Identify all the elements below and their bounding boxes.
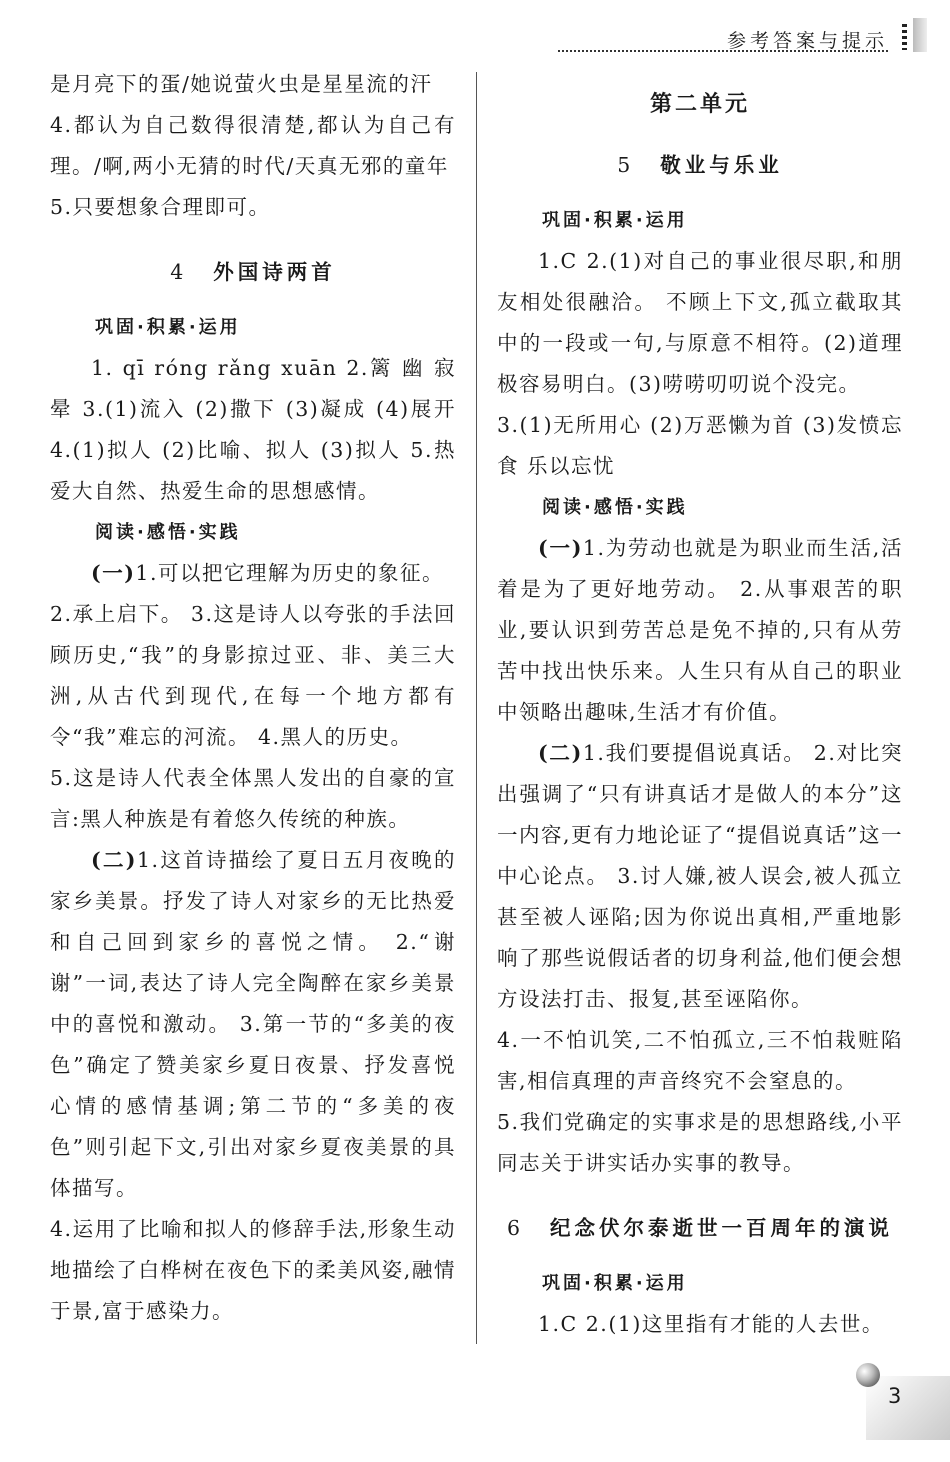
answer-paragraph: 5.我们党确定的实事求是的思想路线,小平同志关于讲实话办实事的教导。 — [497, 1110, 903, 1175]
section-heading: 巩固·积累·运用 — [542, 1273, 688, 1294]
answer-text: 1.这首诗描绘了夏日五月夜晚的家乡美景。抒发了诗人对家乡的无比热爱和自己回到家乡的喜悦之情。 2.“谢谢”一词,表达了诗人完全陶醉在家乡美景中的喜悦和激动。 3.第一节的“多美的夜色”确定了赞美家乡夏日夜景、抒发喜悦心情的感情基调;第二节的“多美的夜色”则引起下文,引出对家乡夏夜美景的具体描写。 — [50, 848, 457, 1200]
header-tab — [913, 18, 927, 52]
lesson-title: 纪念伏尔泰逝世一百周年的演说 — [550, 1216, 894, 1240]
page-number: 3 — [888, 1384, 902, 1408]
section-heading: 阅读·感悟·实践 — [542, 497, 688, 518]
page-curl-decoration — [866, 1376, 950, 1440]
section-heading: 巩固·积累·运用 — [95, 317, 241, 338]
answer-paragraph: 1.C 2.(1)这里指有才能的人去世。 — [538, 1312, 884, 1336]
part-mark: (二) — [538, 741, 583, 765]
answer-paragraph — [497, 528, 903, 733]
lesson-heading-6 — [497, 1208, 903, 1249]
left-column — [50, 64, 456, 1332]
answer-paragraph: 4.运用了比喻和拟人的修辞手法,形象生动地描绘了白桦树在夜色下的柔美风姿,融情于景,富于感染力。 — [50, 1217, 456, 1323]
header-dots — [902, 24, 907, 50]
answer-line: 是月亮下的蛋/她说萤火虫是星星流的汗 — [50, 72, 433, 96]
lesson-number: 4 — [170, 260, 188, 284]
answer-paragraph: 3.(1)无所用心 (2)万恶懒为首 (3)发愤忘食 乐以忘忧 — [497, 413, 903, 478]
answer-line: 5.只要想象合理即可。 — [50, 195, 271, 219]
header-rule — [558, 50, 888, 52]
answer-text: 1.可以把它理解为历史的象征。 — [135, 561, 444, 585]
lesson-title: 敬业与乐业 — [660, 153, 783, 177]
part-mark: (一) — [91, 561, 136, 585]
part-mark: (二) — [91, 848, 138, 872]
answer-text: 1.为劳动也就是为职业而生活,活着是为了更好地劳动。 2.从事艰苦的职业,要认识到劳苦总是免不掉的,只有从劳苦中找出快乐来。人生只有从自己的职业中领略出趣味,生活才有价值。 — [497, 536, 903, 724]
lesson-heading-5 — [497, 145, 903, 186]
answer-paragraph — [497, 733, 903, 1020]
column-divider — [476, 72, 477, 1344]
answer-text: 1.我们要提倡说真话。 2.对比突出强调了“只有讲真话才是做人的本分”这一内容,更有力地论证了“提倡说真话”这一中心论点。 3.讨人嫌,被人误会,被人孤立甚至被人诬陷;因为你说出真相,严重地影响了那些说假话者的切身利益,他们便会想方设法打击、报复,甚至诬陷你。 — [497, 741, 903, 1011]
section-heading: 阅读·感悟·实践 — [95, 522, 241, 543]
lesson-heading-4 — [50, 252, 456, 293]
answer-paragraph: 1. qī róng rǎng xuān 2.篱 幽 寂 晕 3.(1)流入 (2)撒下 (3)凝成 (4)展开 4.(1)拟人 (2)比喻、拟人 (3)拟人 5.热爱大自然、热爱生命的思想感情。 — [50, 356, 456, 503]
lesson-title: 外国诗两首 — [213, 260, 336, 284]
lesson-number: 5 — [617, 153, 635, 177]
answer-paragraph: 1.C 2.(1)对自己的事业很尽职,和朋友相处很融洽。 不顾上下文,孤立截取其中的一段或一句,与原意不相符。(2)道理极容易明白。(3)唠唠叨叨说个没完。 — [497, 249, 903, 396]
page-header-title: 参考答案与提示 — [726, 30, 888, 52]
part-mark: (一) — [538, 536, 583, 560]
lesson-number: 6 — [506, 1216, 525, 1240]
page-ball-decoration — [856, 1363, 880, 1387]
answer-paragraph — [50, 553, 456, 594]
answer-paragraph: 2.承上启下。 3.这是诗人以夸张的手法回顾历史,“我”的身影掠过亚、非、美三大洲,从古代到现代,在每一个地方都有令“我”难忘的河流。 4.黑人的历史。 — [50, 602, 456, 749]
answer-paragraph: 5.这是诗人代表全体黑人发出的自豪的宣言:黑人种族是有着悠久传统的种族。 — [50, 766, 456, 831]
unit-heading: 第二单元 — [649, 92, 750, 117]
right-column — [497, 64, 903, 1345]
answer-paragraph: 4.一不怕讥笑,二不怕孤立,三不怕栽赃陷害,相信真理的声音终究不会窒息的。 — [497, 1028, 903, 1093]
section-heading: 巩固·积累·运用 — [542, 210, 688, 231]
answer-paragraph — [50, 840, 456, 1209]
answer-line: 4.都认为自己数得很清楚,都认为自己有理。/啊,两小无猜的时代/天真无邪的童年 — [50, 113, 456, 178]
